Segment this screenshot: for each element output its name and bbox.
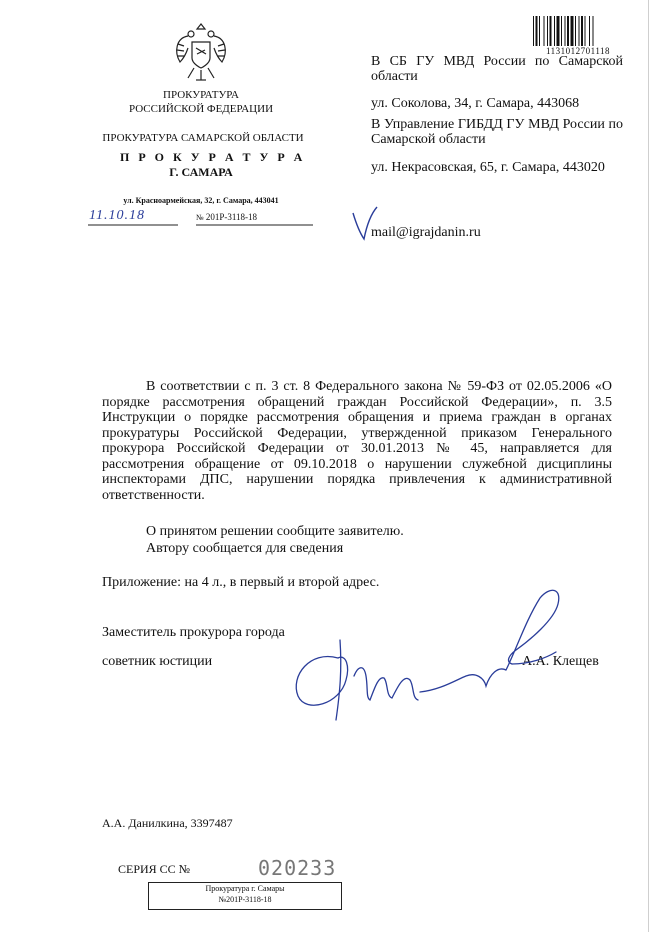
barcode-bar: [550, 16, 552, 46]
barcode-bar: [589, 16, 590, 46]
barcode-bar: [544, 16, 545, 46]
org-city: [120, 150, 306, 180]
recipient-2: В Управление ГИБДД ГУ МВД России по Самарской области: [371, 117, 623, 147]
signatory-name: А.А. Клещев: [522, 654, 599, 669]
org-address: ул. Красноармейская, 32, г. Самара, 443041: [123, 196, 279, 205]
attachment-note: Приложение: на 4 л., в первый и второй адрес.: [102, 575, 380, 590]
barcode-bar: [533, 16, 534, 46]
signatory-rank: советник юстиции: [102, 654, 213, 669]
signatory-position: Заместитель прокурора города: [102, 625, 285, 640]
barcode-bar: [585, 16, 586, 46]
barcode-bar: [593, 16, 594, 46]
barcode-bar: [557, 16, 560, 46]
organization-name: [120, 88, 282, 116]
executor-info: А.А. Данилкина, 3397487: [102, 816, 233, 830]
barcode-bar: [567, 16, 569, 46]
barcode-bar: [539, 16, 540, 46]
barcode-bar: [581, 16, 583, 46]
series-label: СЕРИЯ СС №: [118, 862, 191, 876]
org-city-line-2: Г. САМАРА: [169, 165, 233, 179]
recipient-1-address: ул. Соколова, 34, г. Самара, 443068: [371, 96, 580, 111]
org-region: ПРОКУРАТУРА САМАРСКОЙ ОБЛАСТИ: [102, 132, 304, 144]
registration-number-value: 201Р-3118-18: [205, 212, 258, 222]
handwritten-signature: [280, 580, 580, 730]
series-number: 020233: [258, 856, 337, 880]
number-sign: №: [196, 213, 204, 222]
barcode-bar: [554, 16, 555, 46]
org-city-line-1: П Р О К У Р А Т У Р А: [120, 150, 306, 164]
body-paragraph-1: В соответствии с п. 3 ст. 8 Федерального закона № 59-ФЗ от 02.05.2006 «О порядке рассмотрения обращений граждан Российской Федерации», п. 3.5 Инструкции о порядке рассмотрения обращения и приема граждан в органах прокуратуры Российской Федерации, утвержденной приказом Генерального прокурора Российской Федерации от 30.01.2013 № 45, направляется для рассмотрения обращение от 09.10.2018 о нарушении служебной дисциплины инспекторами ДПС, нарушении порядка привлечения к административной ответственности.: [102, 379, 612, 503]
body-paragraph-3: Автору сообщается для сведения: [146, 541, 344, 556]
registration-stamp: [148, 882, 342, 910]
barcode-bar: [561, 16, 562, 46]
recipient-2-address: ул. Некрасовская, 65, г. Самара, 443020: [371, 160, 605, 175]
barcode-bar: [575, 16, 576, 46]
coat-of-arms-emblem: [170, 18, 232, 88]
barcode-bar: [579, 16, 580, 46]
recipient-1: В СБ ГУ МВД России по Самарской области: [371, 54, 623, 84]
barcode-bar: [547, 16, 548, 46]
org-line-2: РОССИЙСКОЙ ФЕДЕРАЦИИ: [128, 103, 274, 115]
barcode-bar: [536, 16, 538, 46]
stamp-line-2: №201Р-3118-18: [218, 895, 272, 904]
barcode-bar: [565, 16, 566, 46]
barcode-bar: [571, 16, 574, 46]
barcode-number: 1131012701118: [530, 46, 626, 56]
stamp-line-1: Прокуратура г. Самары: [205, 884, 285, 893]
recipient-email: mail@igrajdanin.ru: [371, 225, 481, 240]
registration-date: 11.10.18: [89, 208, 145, 223]
page-edge: [648, 0, 649, 932]
body-paragraph-2: О принятом решении сообщите заявителю.: [146, 524, 404, 539]
org-line-1: ПРОКУРАТУРА: [163, 89, 239, 101]
registration-number: [196, 212, 257, 222]
